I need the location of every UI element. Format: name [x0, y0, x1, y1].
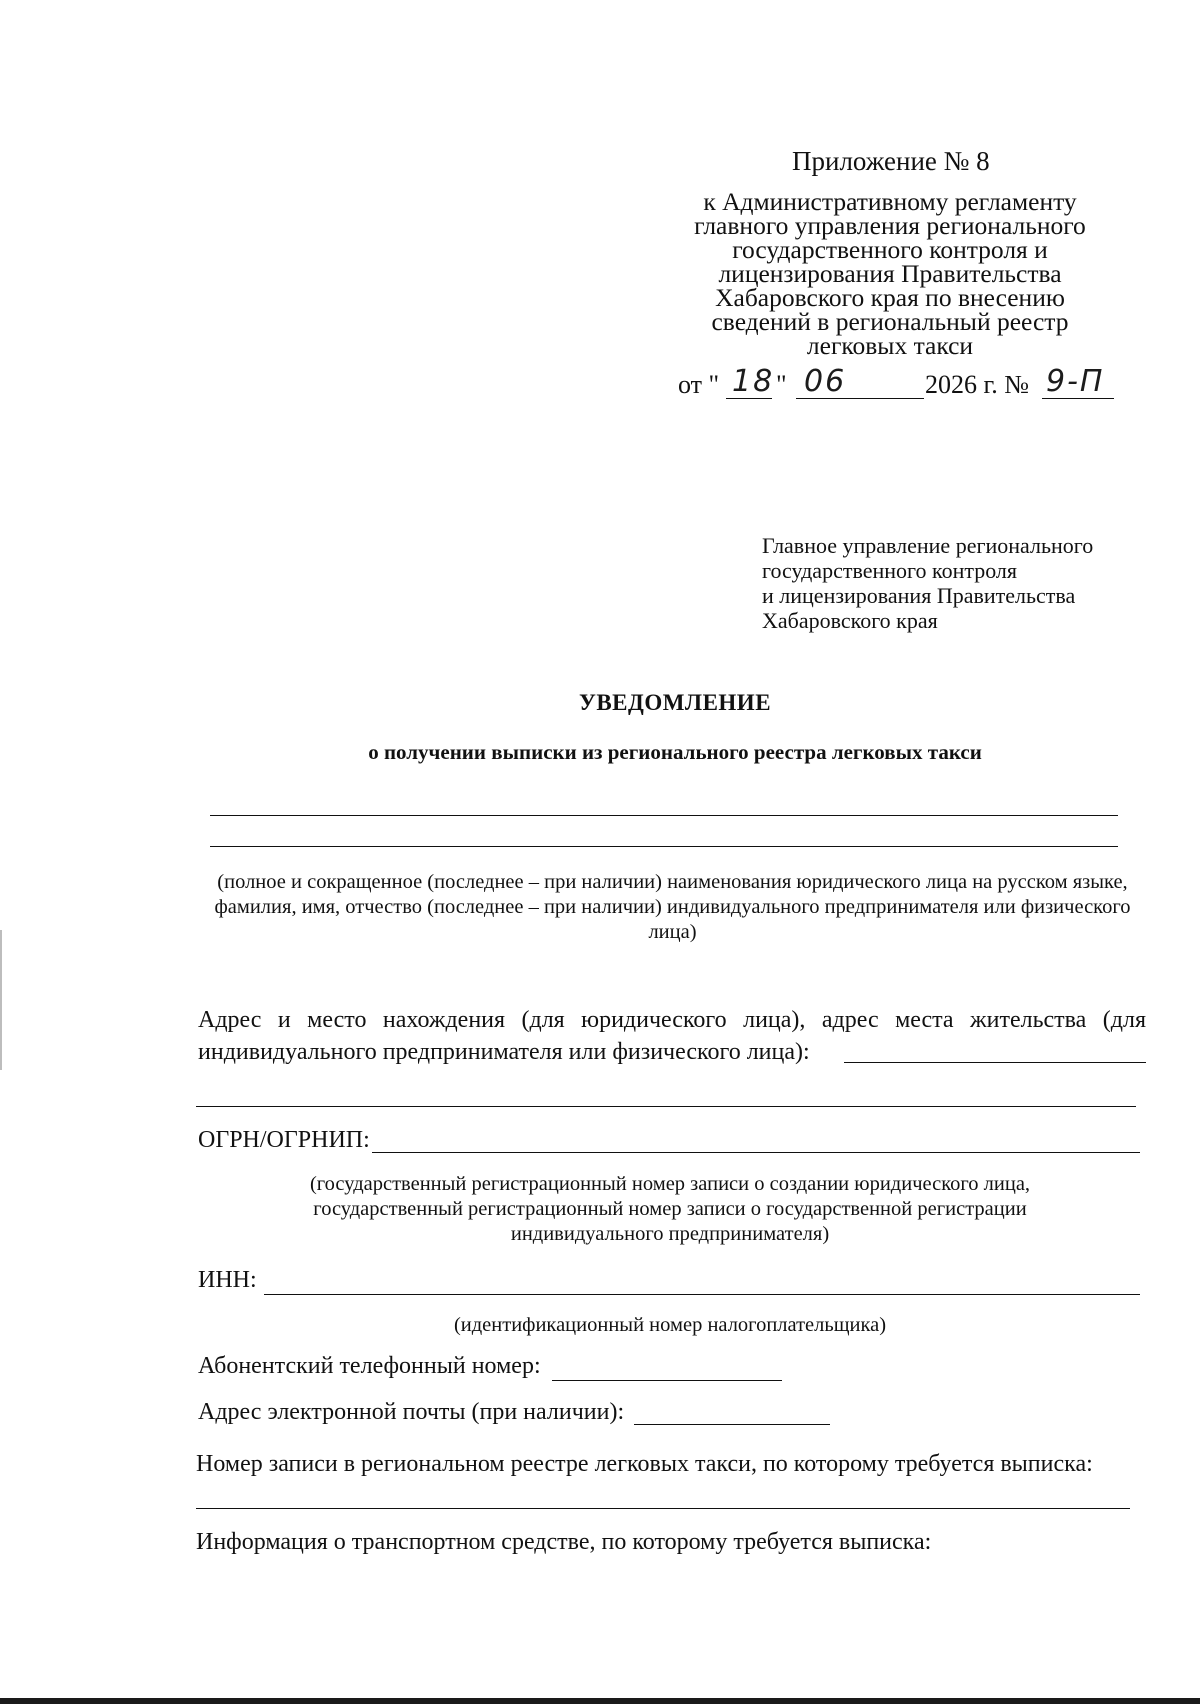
- vehicle-label: Информация о транспортном средстве, по которому требуется выписка:: [196, 1529, 932, 1555]
- document-subtitle: о получении выписки из регионального реестра легковых такси: [368, 740, 982, 764]
- approval-prefix: от ": [678, 370, 720, 399]
- registry-field-line[interactable]: [196, 1508, 1130, 1509]
- recipient-line: Главное управление регионального: [762, 533, 1094, 558]
- phone-label: Абонентский телефонный номер:: [198, 1353, 541, 1379]
- appendix-reference: [660, 187, 1120, 360]
- inn-field-line[interactable]: [264, 1294, 1140, 1295]
- appendix-line: сведений в региональный реестр: [711, 307, 1069, 336]
- email-field-line[interactable]: [634, 1424, 830, 1425]
- recipient-line: Хабаровского края: [762, 608, 938, 633]
- ogrn-field-line[interactable]: [372, 1152, 1140, 1153]
- appendix-line: государственного контроля и: [732, 235, 1048, 264]
- address-field-line-2[interactable]: [196, 1106, 1136, 1107]
- registry-label: Номер записи в региональном реестре легковых такси, по которому требуется выписка:: [196, 1451, 1093, 1477]
- appendix-line: лицензирования Правительства: [718, 259, 1062, 288]
- appendix-line: к Административному регламенту: [703, 187, 1077, 216]
- ogrn-caption: [240, 1172, 1100, 1247]
- appendix-line: легковых такси: [806, 331, 974, 360]
- approval-quote: ": [776, 370, 787, 399]
- approval-month: 06: [804, 364, 847, 399]
- approval-year: 2026 г. №: [925, 370, 1030, 399]
- address-field-line[interactable]: [844, 1062, 1146, 1063]
- appendix-title: Приложение № 8: [792, 146, 990, 176]
- ogrn-caption-line: государственный регистрационный номер записи о государственной регистрации: [313, 1198, 1027, 1220]
- inn-label: ИНН:: [198, 1267, 257, 1293]
- scan-edge-artifact: [0, 930, 2, 1070]
- address-label: [198, 1004, 1146, 1068]
- ogrn-caption-line: индивидуального предпринимателя): [510, 1223, 830, 1245]
- applicant-caption: (полное и сокращенное (последнее – при наличии) наименования юридического лица на русском языке, фамилия, имя, отчество (последнее – при наличии) индивидуального предпринимателя или физического лица): [214, 871, 1131, 943]
- email-label: Адрес электронной почты (при наличии):: [198, 1399, 625, 1425]
- document-title: УВЕДОМЛЕНИЕ: [578, 690, 772, 715]
- recipient-line: и лицензирования Правительства: [762, 583, 1076, 608]
- applicant-name-line[interactable]: [210, 846, 1118, 847]
- recipient-line: государственного контроля: [762, 558, 1018, 583]
- appendix-line: Хабаровского края по внесению: [715, 283, 1065, 312]
- applicant-name-line[interactable]: [210, 815, 1118, 816]
- address-label-text: Адрес и место нахождения (для юридического лица), адрес места жительства (для индивидуального предпринимателя или физического лица):: [198, 1007, 1146, 1065]
- recipient-block: [762, 533, 1182, 633]
- approval-day: 18: [732, 364, 775, 399]
- ogrn-label: ОГРН/ОГРНИП:: [198, 1127, 370, 1153]
- ogrn-caption-line: (государственный регистрационный номер записи о создании юридического лица,: [309, 1173, 1031, 1195]
- phone-field-line[interactable]: [552, 1380, 782, 1381]
- approval-number: 9-П: [1046, 364, 1105, 399]
- inn-caption: (идентификационный номер налогоплательщика): [453, 1314, 887, 1336]
- scan-bottom-edge: [0, 1698, 1200, 1704]
- appendix-line: главного управления регионального: [694, 211, 1086, 240]
